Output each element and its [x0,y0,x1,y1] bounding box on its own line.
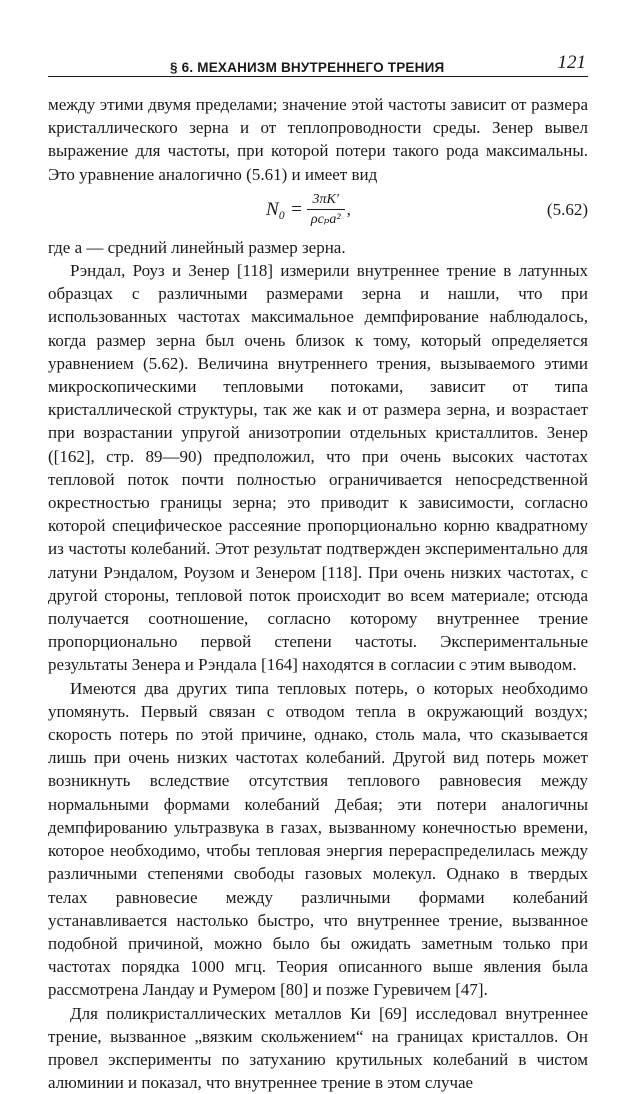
paragraph-1: Рэндал, Роуз и Зенер [118] измерили внутреннее трение в латунных образцах с различными размерами зерна и нашли, что при использованных частотах максимальное демпфирование наблюдалось, когда размер зерна был очень близок к тому, который определяется уравнением (5.62). Величина внутреннего трения, вызываемого этими микроскопическими тепловыми потоками, зависит от типа кристаллической структуры, так же как и от размера зерна, и возрастает при возрастании упругой анизотропии отдельных кристаллитов. Зенер ([162], стр. 89—90) предположил, что при очень высоких частотах тепловой поток почти полностью ограничивается непосредственной окрестностью границы зерна; это приводит к зависимости, согласно которой специфическое рассеяние пропорционально корню квадратному из частоты колебаний. Этот результат подтвержден экспериментально для латуни Рэндалом, Роузом и Зенером [118]. При очень низких частотах, с другой стороны, тепловой поток происходит во всем материале; отсюда получается соотношение, согласно которому внутреннее трение пропорционально первой степени частоты. Экспериментальные результаты Зенера и Рэндала [164] находятся в согласии с этим выводом. [48,261,588,675]
formula-explanation: где a — средний линейный размер зерна. [48,237,346,257]
paragraph-3: Для поликристаллических металлов Ки [69] исследовал внутреннее трение, вызванное „вязким скольжением“ на границах кристаллов. Он провел эксперименты по затуханию крутильных колебаний в чистом алюминии и показал, что внутреннее трение в этом случае [48,1003,588,1093]
running-header [48,52,588,77]
paragraph-2: Имеются два других типа тепловых потерь, о которых необходимо упомянуть. Первый связан с отводом тепла в окружающий воздух; скорость потерь по этой причине, однако, столь мала, что сказывается лишь при очень низких частотах колебаний. Другой вид потерь может возникнуть вследствие отсутствия теплового равновесия между нормальными формами колебаний Дебая; эти потери аналогичны демпфированию ультразвука в газах, вызванному конечностью времени, которое необходимо, чтобы тепловая энергия перераспределилась между различными степенями свободы газовых молекул. Однако в твердых телах равновесие между различными формами колебаний устанавливается настолько быстро, что внутреннее трение, вызванное подобной причиной, можно было бы ожидать заметным только при частотах порядка 1000 мгц. Теория описанного выше явления была рассмотрена Ландау и Румером [80] и позже Гуревичем [47]. [48,678,588,1000]
intro-paragraph: между этими двумя пределами; значение этой частоты зависит от размера кристаллического зерна и от теплопроводности среды. Зенер вывел выражение для частоты, при которой потери такого рода максимальны. Это уравнение аналогично (5.61) и имеет вид [48,95,588,184]
formula-denominator: ρcₚa² [310,211,341,227]
page-number: 121 [557,52,586,73]
formula-fraction [307,192,345,228]
formula-punct: , [346,200,351,220]
equation-number: (5.62) [546,199,588,219]
book-page [48,52,588,1094]
equation-5-62 [48,188,588,232]
formula-lhs: N₀ = [266,199,303,221]
section-title: § 6. МЕХАНИЗМ ВНУТРЕННЕГО ТРЕНИЯ [170,60,445,75]
formula-numerator: 3πK′ [312,191,339,207]
formula-expression [266,192,351,228]
